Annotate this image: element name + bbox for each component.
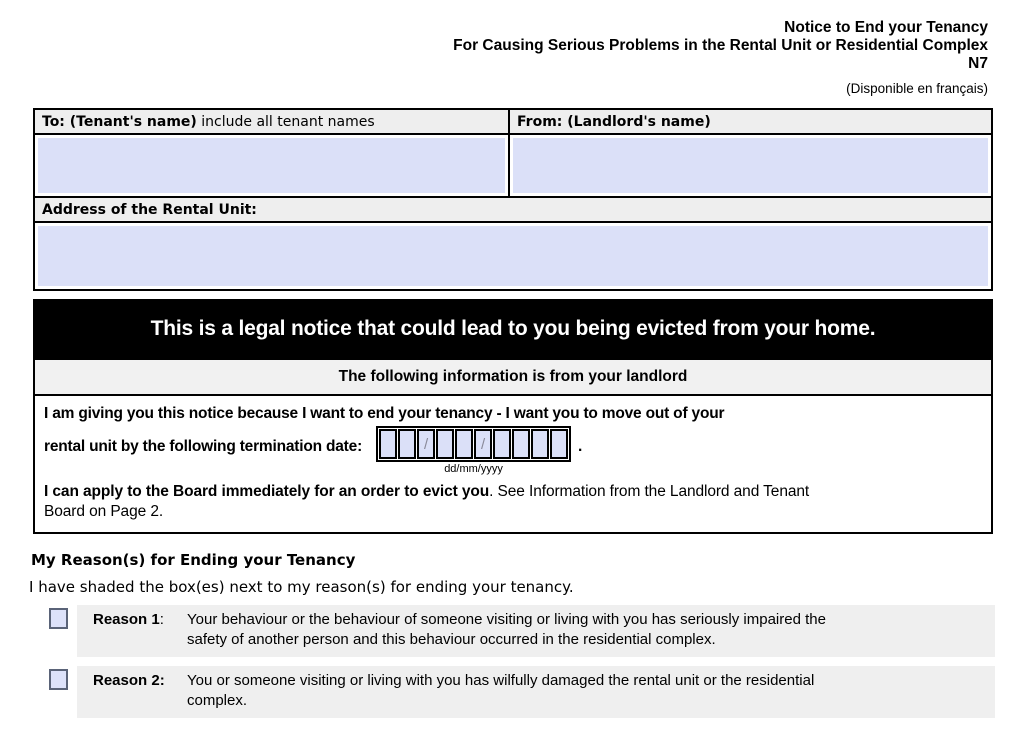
- reasons-instruction: I have shaded the box(es) next to my reason(s) for ending your tenancy.: [29, 578, 574, 596]
- reason-1-body: [77, 605, 995, 657]
- date-cell-year2[interactable]: [512, 429, 530, 459]
- reason-1-text: Your behaviour or the behaviour of someone visiting or living with you has seriously impaired the safety of another person and this behaviour occurred in the residential complex.: [187, 611, 826, 648]
- reason-row-2: [49, 666, 995, 718]
- termination-text-line1: I am giving you this notice because I want to end your tenancy - I want you to move out of your: [44, 405, 725, 422]
- reason-2-label: Reason 2:: [93, 672, 165, 689]
- date-cell-month2[interactable]: [455, 429, 473, 459]
- reason-2-text: You or someone visiting or living with you has wilfully damaged the rental unit or the residential complex.: [187, 672, 815, 709]
- sentence-period: .: [578, 438, 583, 455]
- reason-row-1: [49, 605, 995, 657]
- tenant-name-input[interactable]: [38, 138, 505, 193]
- termination-date-input[interactable]: [376, 426, 571, 462]
- rental-address-header: Address of the Rental Unit:: [35, 196, 991, 223]
- form-language-note: (Disponible en français): [846, 81, 988, 96]
- form-code: N7: [968, 55, 988, 72]
- landlord-name-input[interactable]: [513, 138, 988, 193]
- tenant-name-note: include all tenant names: [196, 114, 375, 130]
- landlord-info-section-header: The following information is from your landlord: [33, 358, 993, 396]
- board-apply-text: [44, 482, 834, 522]
- tenant-name-label: To: (Tenant's name): [42, 114, 197, 130]
- date-cell-day2[interactable]: [398, 429, 416, 459]
- landlord-info-box: [33, 396, 993, 534]
- reason-1-label: Reason 1:: [93, 611, 164, 628]
- form-title-line1: Notice to End your Tenancy: [784, 19, 988, 36]
- tenant-name-input-cell: [35, 135, 510, 196]
- date-slash-2: /: [474, 429, 492, 459]
- reason-2-body: [77, 666, 995, 718]
- tenant-name-header: [35, 110, 510, 133]
- board-apply-text-rest: . See Information from the Landlord and Tenant Board on Page 2.: [44, 483, 810, 520]
- date-slash-1: /: [417, 429, 435, 459]
- date-cell-year3[interactable]: [531, 429, 549, 459]
- rental-address-input-cell: [35, 223, 991, 289]
- form-header: [0, 0, 1024, 97]
- date-cell-month1[interactable]: [436, 429, 454, 459]
- legal-notice-banner: This is a legal notice that could lead to you being evicted from your home.: [33, 299, 993, 358]
- reason-2-checkbox[interactable]: [49, 669, 68, 690]
- date-cell-year4[interactable]: [550, 429, 568, 459]
- landlord-name-header: From: (Landlord's name): [517, 114, 711, 130]
- date-cell-day1[interactable]: [379, 429, 397, 459]
- board-apply-text-bold: I can apply to the Board immediately for an order to evict you: [44, 483, 490, 500]
- date-format-hint: dd/mm/yyyy: [444, 463, 503, 475]
- reasons-heading: My Reason(s) for Ending your Tenancy: [31, 551, 356, 569]
- reason-1-checkbox[interactable]: [49, 608, 68, 629]
- form-title-line2: For Causing Serious Problems in the Rental Unit or Residential Complex: [453, 37, 988, 54]
- termination-text-line2: rental unit by the following termination date:: [44, 438, 363, 455]
- parties-table: [33, 108, 993, 291]
- landlord-name-input-cell: [510, 135, 991, 196]
- rental-address-input[interactable]: [38, 226, 988, 286]
- date-cell-year1[interactable]: [493, 429, 511, 459]
